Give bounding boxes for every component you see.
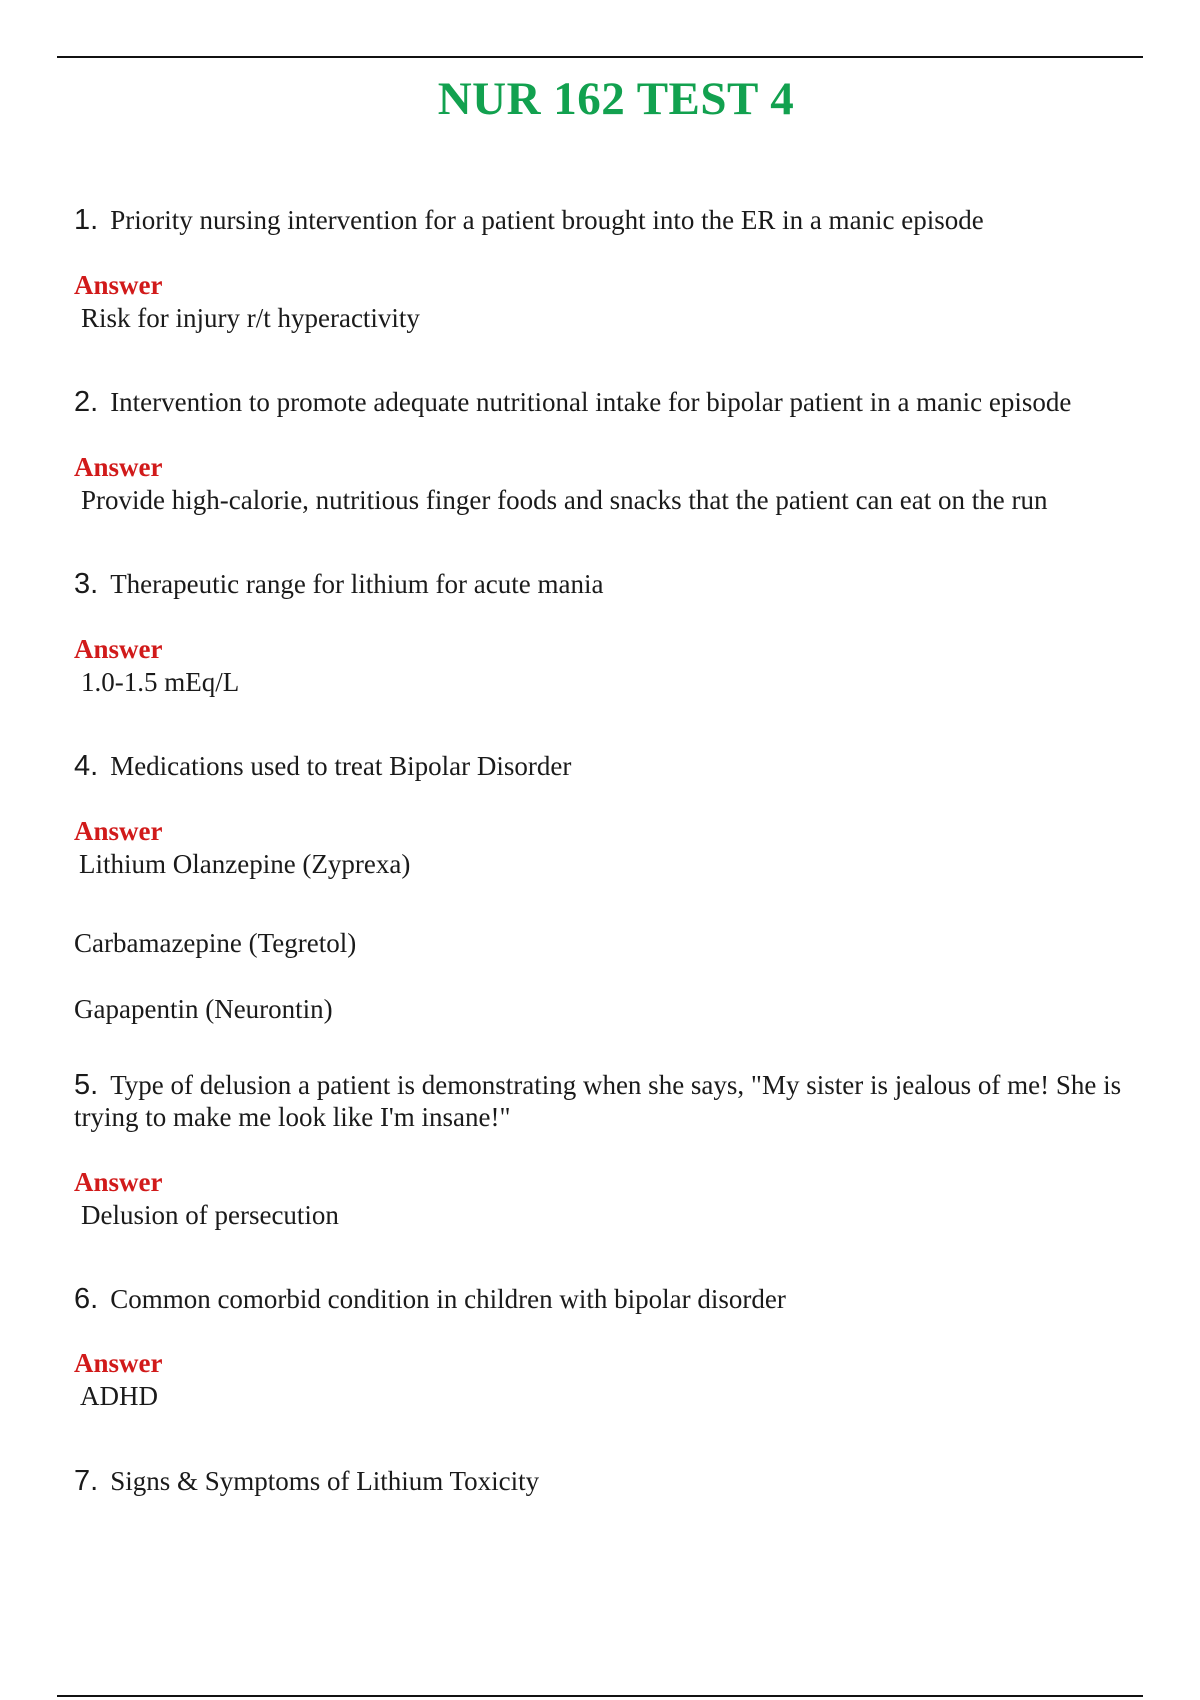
bottom-rule — [57, 1695, 1143, 1697]
answer-label: Answer — [74, 634, 163, 664]
question-number: 5. — [74, 1069, 99, 1101]
answer-label: Answer — [74, 1348, 163, 1378]
answer-6: ADHD — [80, 1381, 158, 1411]
answer-label: Answer — [74, 270, 163, 300]
answer-4-extra-line: Carbamazepine (Tegretol) — [74, 928, 357, 958]
question-number: 7. — [74, 1465, 99, 1497]
answer-4-extra-line: Gapapentin (Neurontin) — [74, 994, 333, 1024]
question-text: Signs & Symptoms of Lithium Toxicity — [110, 1466, 540, 1496]
document-title: NUR 162 TEST 4 — [437, 73, 795, 125]
question-text: Therapeutic range for lithium for acute mania — [110, 569, 604, 599]
question-text: Common comorbid condition in children with bipolar disorder — [110, 1284, 786, 1314]
question-text: Medications used to treat Bipolar Disorder — [110, 751, 572, 781]
question-number: 2. — [74, 386, 99, 418]
answer-3: 1.0-1.5 mEq/L — [81, 667, 240, 697]
answer-label: Answer — [74, 816, 163, 846]
question-4 — [74, 750, 1149, 782]
question-number: 6. — [74, 1283, 99, 1315]
answer-label: Answer — [74, 1167, 163, 1197]
question-6 — [74, 1283, 1149, 1315]
question-3 — [74, 568, 1149, 600]
answer-2: Provide high-calorie, nutritious finger foods and snacks that the patient can eat on the run — [81, 485, 1048, 515]
question-number: 1. — [74, 204, 99, 236]
question-1 — [74, 204, 1149, 236]
answer-4: Lithium Olanzepine (Zyprexa) — [79, 849, 411, 879]
question-number: 3. — [74, 568, 99, 600]
question-2 — [74, 386, 1149, 418]
question-text: Intervention to promote adequate nutritional intake for bipolar patient in a manic episode — [110, 387, 1072, 417]
answer-1: Risk for injury r/t hyperactivity — [81, 303, 420, 333]
question-7 — [74, 1465, 1149, 1497]
top-rule — [57, 56, 1143, 58]
answer-5: Delusion of persecution — [81, 1200, 339, 1230]
answer-label: Answer — [74, 452, 163, 482]
question-5 — [74, 1069, 1149, 1133]
question-text: Priority nursing intervention for a patient brought into the ER in a manic episode — [110, 205, 984, 235]
question-text: Type of delusion a patient is demonstrating when she says, "My sister is jealous of me! She is trying to make me look like I'm insane!" — [74, 1070, 1122, 1132]
question-number: 4. — [74, 750, 99, 782]
